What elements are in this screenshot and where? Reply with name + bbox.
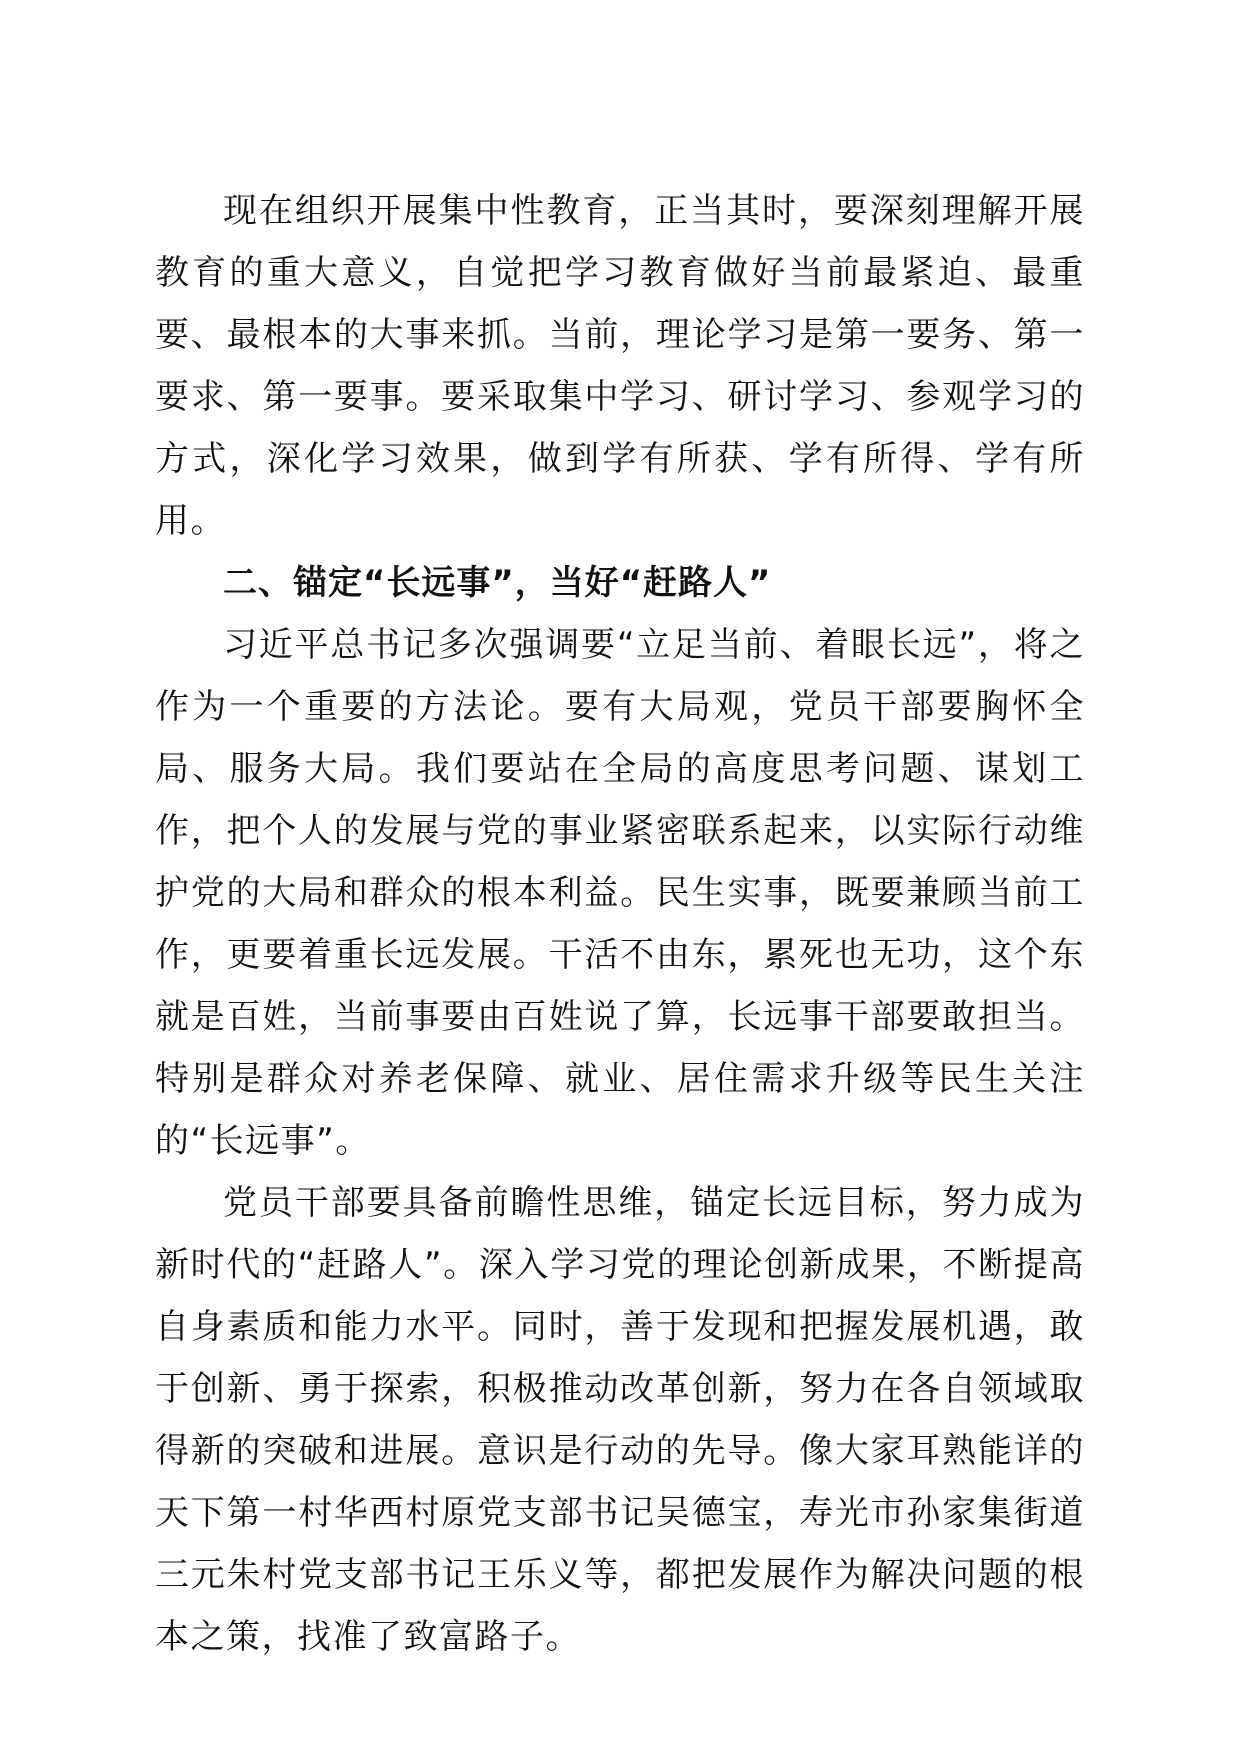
paragraph-intro: 现在组织开展集中性教育，正当其时，要深刻理解开展教育的重大意义，自觉把学习教育做好当前最紧迫、最重要、最根本的大事来抓。当前，理论学习是第一要务、第一要求、第一要事。要采取集中学习、研讨学习、参观学习的方式，深化学习效果，做到学有所获、学有所得、学有所用。 [155, 191, 1085, 541]
section-heading: 二、锚定“长远事”，当好“赶路人” [223, 563, 772, 603]
paragraph-forward-thinking: 党员干部要具备前瞻性思维，锚定长远目标，努力成为新时代的“赶路人”。深入学习党的理论创新成果，不断提高自身素质和能力水平。同时，善于发现和把握发展机遇，敢于创新、勇于探索，积极推动改革创新，努力在各自领域取得新的突破和进展。意识是行动的先导。像大家耳熟能详的天下第一村华西村原党支部书记吴德宝，寿光市孙家集街道三元朱村党支部书记王乐义等，都把发展作为解决问题的根本之策，找准了致富路子。 [155, 1183, 1085, 1657]
paragraph-long-term: 习近平总书记多次强调要“立足当前、着眼长远”，将之作为一个重要的方法论。要有大局观，党员干部要胸怀全局、服务大局。我们要站在全局的高度思考问题、谋划工作，把个人的发展与党的事业紧密联系起来，以实际行动维护党的大局和群众的根本利益。民生实事，既要兼顾当前工作，更要着重长远发展。干活不由东，累死也无功，这个东就是百姓，当前事要由百姓说了算，长远事干部要敢担当。特别是群众对养老保障、就业、居住需求升级等民生关注的“长远事”。 [155, 625, 1085, 1161]
document-body [155, 180, 1085, 1668]
